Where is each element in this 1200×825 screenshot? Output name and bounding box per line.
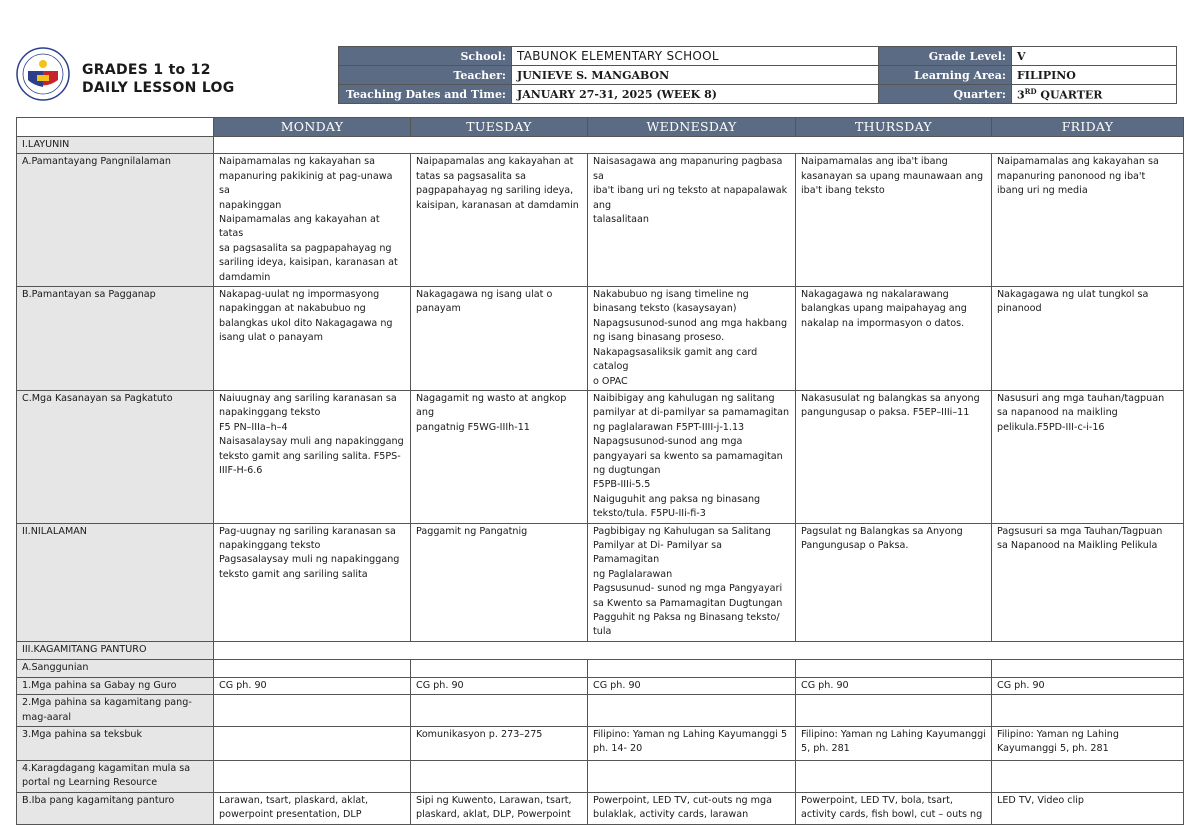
cell-line: IIIF-H-6.6 — [219, 464, 263, 476]
cell-line: CG ph. 90 — [593, 679, 641, 691]
cell-line: Naibibigay ang kahulugan ng salitang — [593, 392, 775, 404]
title-line-2: DAILY LESSON LOG — [82, 80, 235, 96]
cell-thursday — [796, 761, 992, 793]
day-header-tuesday: TUESDAY — [411, 118, 588, 137]
cell-line: ng isang binasang proseso. — [593, 332, 725, 344]
cell-tuesday — [411, 695, 588, 727]
cell-line: mapanuring panonood ng iba't — [997, 170, 1146, 182]
cell-line: Napagsusunod-sunod ang mga hakbang — [593, 317, 788, 329]
cell-line: ng paglalarawan F5PT-IIII-j-1.13 — [593, 421, 745, 433]
cell-wednesday — [588, 761, 796, 793]
cell-monday — [214, 390, 411, 523]
cell-monday — [214, 695, 411, 727]
cell-thursday — [796, 727, 992, 761]
row-label: 2.Mga pahina sa kagamitang pang-mag-aaral — [17, 695, 214, 727]
cell-friday — [992, 523, 1184, 641]
row-label: 4.Karagdagang kagamitan mula sa portal ng Learning Resource — [17, 761, 214, 793]
cell-monday — [214, 727, 411, 761]
cell-line: binasang teksto (kasaysayan) — [593, 303, 737, 315]
cell-friday — [992, 659, 1184, 677]
cell-monday — [214, 154, 411, 287]
lesson-row — [17, 727, 1184, 761]
grade-level-value: V — [1012, 47, 1177, 66]
day-header-wednesday: WEDNESDAY — [588, 118, 796, 137]
lesson-row — [17, 761, 1184, 793]
cell-line: Pagsasalaysay muli ng napakinggang — [219, 554, 400, 566]
row-label: I.LAYUNIN — [17, 137, 214, 154]
learning-area-value: FILIPINO — [1012, 66, 1177, 85]
cell-line: teksto gamit ang sariling salita — [219, 568, 368, 580]
learning-area-label: Learning Area: — [879, 66, 1012, 85]
teacher-value: JUNIEVE S. MANGABON — [512, 66, 879, 85]
cell-line: Filipino: Yaman ng Lahing Kayumanggi — [801, 729, 986, 741]
cell-line: CG ph. 90 — [416, 679, 464, 691]
cell-line: bulaklak, activity cards, larawan — [593, 809, 749, 821]
cell-thursday — [796, 523, 992, 641]
cell-line: tula — [593, 626, 612, 638]
cell-line: o OPAC — [593, 375, 628, 387]
cell-line: damdamin — [219, 271, 271, 283]
cell-wednesday — [588, 677, 796, 694]
day-header-thursday: THURSDAY — [796, 118, 992, 137]
cell-tuesday — [411, 792, 588, 824]
cell-friday — [992, 677, 1184, 694]
cell-line: 5, ph. 281 — [801, 743, 850, 755]
cell-line: Pagsusunud- sunod ng mga Pangyayari — [593, 583, 783, 595]
lesson-row — [17, 641, 1184, 659]
cell-line: Pagbibigay ng Kahulugan sa Salitang — [593, 525, 771, 537]
cell-line: CG ph. 90 — [801, 679, 849, 691]
cell-wednesday — [588, 154, 796, 287]
cell-line: sa Napanood na Maikling Pelikula — [997, 539, 1158, 551]
lesson-row — [17, 523, 1184, 641]
cell-wednesday — [588, 659, 796, 677]
cell-line: activity cards, fish bowl, cut – outs ng — [801, 809, 983, 821]
cell-thursday — [796, 659, 992, 677]
cell-monday — [214, 523, 411, 641]
cell-line: Nakabubuo ng isang timeline ng — [593, 289, 749, 301]
cell-line: pamilyar at di-pamilyar sa pamamagitan — [593, 407, 790, 419]
cell-line: Pagguhit ng Paksa ng Binasang teksto/ — [593, 612, 780, 623]
section-blank-cell — [214, 641, 1184, 659]
cell-line: Naipamamalas ang iba't ibang — [801, 156, 948, 168]
cell-thursday — [796, 695, 992, 727]
cell-tuesday — [411, 287, 588, 391]
school-value: TABUNOK ELEMENTARY SCHOOL — [512, 47, 879, 66]
row-label: 3.Mga pahina sa teksbuk — [17, 727, 214, 761]
cell-thursday — [796, 677, 992, 694]
cell-line: sa napanood na maikling — [997, 407, 1118, 419]
cell-line: Naipamamalas ang kakayahan sa — [997, 156, 1159, 168]
cell-line: Naiuugnay ang sariling karanasan sa — [219, 392, 397, 404]
cell-wednesday — [588, 792, 796, 824]
cell-line: teksto/tula. F5PU-IIi-fi-3 — [593, 508, 706, 520]
cell-line: Nagagamit ng wasto at angkop ang — [416, 392, 567, 419]
cell-line: Nakapagsasaliksik gamit ang card catalog — [593, 346, 758, 373]
cell-line: Naipapamalas ang kakayahan at — [416, 156, 574, 168]
cell-line: Filipino: Yaman ng Lahing — [997, 729, 1119, 741]
day-header-row — [17, 118, 1184, 137]
cell-wednesday — [588, 287, 796, 391]
quarter-value: 3RD QUARTER — [1012, 85, 1177, 104]
document-title — [82, 61, 352, 97]
cell-line: Nakagagawa ng isang ulat o — [416, 289, 553, 301]
cell-line: Kayumanggi 5, ph. 281 — [997, 743, 1109, 755]
cell-line: Nakapag-uulat ng impormasyong — [219, 289, 380, 301]
cell-monday — [214, 659, 411, 677]
cell-line: Nakagagawa ng nakalarawang — [801, 289, 949, 301]
cell-line: Filipino: Yaman ng Lahing Kayumanggi 5 — [593, 729, 788, 741]
cell-line: Pamilyar at Di- Pamilyar sa Pamamagitan — [593, 539, 723, 566]
row-label: II.NILALAMAN — [17, 523, 214, 641]
cell-tuesday — [411, 727, 588, 761]
lesson-plan-table — [16, 117, 1184, 825]
cell-thursday — [796, 792, 992, 824]
cell-line: Larawan, tsart, plaskard, aklat, — [219, 794, 369, 806]
cell-line: balangkas upang maipahayag ang — [801, 303, 967, 315]
cell-line: ng Paglalarawan — [593, 568, 673, 580]
teacher-label: Teacher: — [339, 66, 512, 85]
cell-line: mapanuring pakikinig at pag-unawa sa — [219, 170, 393, 197]
cell-line: Pagsulat ng Balangkas sa Anyong — [801, 525, 963, 537]
cell-tuesday — [411, 523, 588, 641]
cell-wednesday — [588, 695, 796, 727]
cell-line: CG ph. 90 — [219, 679, 267, 691]
cell-line: powerpoint presentation, DLP — [219, 809, 362, 821]
cell-line: nakalap na impormasyon o datos. — [801, 317, 965, 329]
cell-line: F5 PN–IIIa–h–4 — [219, 421, 288, 433]
lesson-row — [17, 659, 1184, 677]
cell-tuesday — [411, 659, 588, 677]
corner-cell — [17, 118, 214, 137]
cell-line: sa pagsasalita sa pagpapahayag ng — [219, 242, 392, 254]
cell-line: Naipamamalas ng kakayahan sa — [219, 156, 376, 168]
cell-monday — [214, 677, 411, 694]
cell-line: Naisasalaysay muli ang napakinggang — [219, 436, 404, 448]
cell-monday — [214, 761, 411, 793]
cell-line: CG ph. 90 — [997, 679, 1045, 691]
cell-wednesday — [588, 523, 796, 641]
lesson-row — [17, 390, 1184, 523]
row-label: B.Pamantayan sa Pagganap — [17, 287, 214, 391]
cell-friday — [992, 792, 1184, 824]
cell-line: iba't ibang uri ng teksto at napapalawak — [593, 185, 788, 197]
cell-line: napakinggang teksto — [219, 407, 321, 419]
cell-line: Pangungusap o Paksa. — [801, 539, 909, 551]
day-header-friday: FRIDAY — [992, 118, 1184, 137]
grade-level-label: Grade Level: — [879, 47, 1012, 66]
cell-line: Naiguguhit ang paksa ng binasang — [593, 493, 761, 505]
cell-line: panayam — [416, 303, 461, 315]
cell-tuesday — [411, 390, 588, 523]
lesson-row — [17, 695, 1184, 727]
cell-line: kaisipan, karanasan at damdamin — [416, 199, 579, 211]
cell-line: Nasusuri ang mga tauhan/tagpuan — [997, 392, 1165, 404]
cell-line: Sipi ng Kuwento, Larawan, tsart, — [416, 794, 572, 806]
cell-line: talasalitaan — [593, 214, 649, 226]
cell-line: ibang uri ng media — [997, 185, 1088, 197]
cell-line: pangungusap o paksa. F5EP–IIIi–11 — [801, 407, 970, 419]
cell-line: pinanood — [997, 303, 1042, 315]
cell-thursday — [796, 287, 992, 391]
cell-line: pelikula.F5PD-III-c-i-16 — [997, 421, 1105, 433]
cell-line: LED TV, Video clip — [997, 794, 1084, 806]
cell-line: kasanayan sa upang maunawaan ang — [801, 170, 984, 182]
cell-line: Pag-uugnay ng sariling karanasan sa — [219, 525, 396, 537]
cell-line: ng dugtungan — [593, 464, 661, 476]
cell-line: pangyayari sa kwento sa pamamagitan — [593, 450, 783, 462]
cell-line: plaskard, aklat, DLP, Powerpoint — [416, 809, 571, 821]
cell-line: ph. 14- 20 — [593, 743, 643, 755]
quarter-label: Quarter: — [879, 85, 1012, 104]
cell-line: isang ulat o panayam — [219, 332, 323, 344]
cell-friday — [992, 761, 1184, 793]
cell-line: pangatnig F5WG-IIIh-11 — [416, 421, 530, 433]
teaching-dates-value: JANUARY 27-31, 2025 (WEEK 8) — [512, 85, 879, 104]
lesson-log-header — [16, 44, 1183, 102]
cell-line: sa Kwento sa Pamamagitan Dugtungan — [593, 597, 783, 609]
lesson-row — [17, 792, 1184, 824]
cell-tuesday — [411, 761, 588, 793]
cell-line: tatas sa pagsasalita sa — [416, 170, 526, 182]
cell-line: Napagsusunod-sunod ang mga — [593, 436, 743, 448]
lesson-row — [17, 137, 1184, 154]
cell-line: Paggamit ng Pangatnig — [416, 525, 528, 537]
cell-line: napakinggan at nakabubuo ng — [219, 303, 366, 315]
cell-friday — [992, 695, 1184, 727]
cell-line: Nakagagawa ng ulat tungkol sa — [997, 289, 1149, 301]
title-line-1: GRADES 1 to 12 — [82, 62, 211, 78]
cell-line: Komunikasyon p. 273–275 — [416, 729, 543, 741]
cell-thursday — [796, 390, 992, 523]
lesson-row — [17, 677, 1184, 694]
cell-line: Naisasagawa ang mapanuring pagbasa sa — [593, 156, 783, 182]
lesson-row — [17, 287, 1184, 391]
row-label: III.KAGAMITANG PANTURO — [17, 641, 214, 659]
section-blank-cell — [214, 137, 1184, 154]
row-label: A.Pamantayang Pangnilalaman — [17, 154, 214, 287]
cell-line: Nakasusulat ng balangkas sa anyong — [801, 392, 980, 404]
cell-line: ang — [593, 199, 612, 211]
cell-wednesday — [588, 390, 796, 523]
row-label: A.Sanggunian — [17, 659, 214, 677]
cell-monday — [214, 287, 411, 391]
school-label: School: — [339, 47, 512, 66]
cell-line: sariling ideya, kaisipan, karanasan at — [219, 257, 398, 269]
cell-tuesday — [411, 677, 588, 694]
cell-thursday — [796, 154, 992, 287]
day-header-monday: MONDAY — [214, 118, 411, 137]
cell-monday — [214, 792, 411, 824]
header-info-table — [338, 46, 1177, 104]
row-label: 1.Mga pahina sa Gabay ng Guro — [17, 677, 214, 694]
cell-line: F5PB-IIIi-5.5 — [593, 479, 651, 491]
cell-friday — [992, 727, 1184, 761]
cell-line: napakinggan — [219, 199, 282, 211]
deped-seal-icon — [16, 47, 70, 101]
cell-line: balangkas ukol dito Nakagagawa ng — [219, 317, 393, 329]
cell-line: iba't ibang teksto — [801, 185, 885, 197]
row-label: B.Iba pang kagamitang panturo — [17, 792, 214, 824]
cell-friday — [992, 154, 1184, 287]
cell-line: pagpapahayag ng sariling ideya, — [416, 185, 574, 197]
cell-wednesday — [588, 727, 796, 761]
cell-line: Naipamamalas ang kakayahan at tatas — [219, 214, 380, 240]
lesson-row — [17, 154, 1184, 287]
cell-line: Powerpoint, LED TV, cut-outs ng mga — [593, 794, 772, 806]
cell-line: Powerpoint, LED TV, bola, tsart, — [801, 794, 953, 806]
cell-tuesday — [411, 154, 588, 287]
cell-friday — [992, 287, 1184, 391]
row-label: C.Mga Kasanayan sa Pagkatuto — [17, 390, 214, 523]
cell-line: Pagsusuri sa mga Tauhan/Tagpuan — [997, 525, 1163, 537]
cell-friday — [992, 390, 1184, 523]
teaching-dates-label: Teaching Dates and Time: — [339, 85, 512, 104]
cell-line: napakinggang teksto — [219, 539, 321, 551]
cell-line: teksto gamit ang sariling salita. F5PS- — [219, 450, 401, 462]
